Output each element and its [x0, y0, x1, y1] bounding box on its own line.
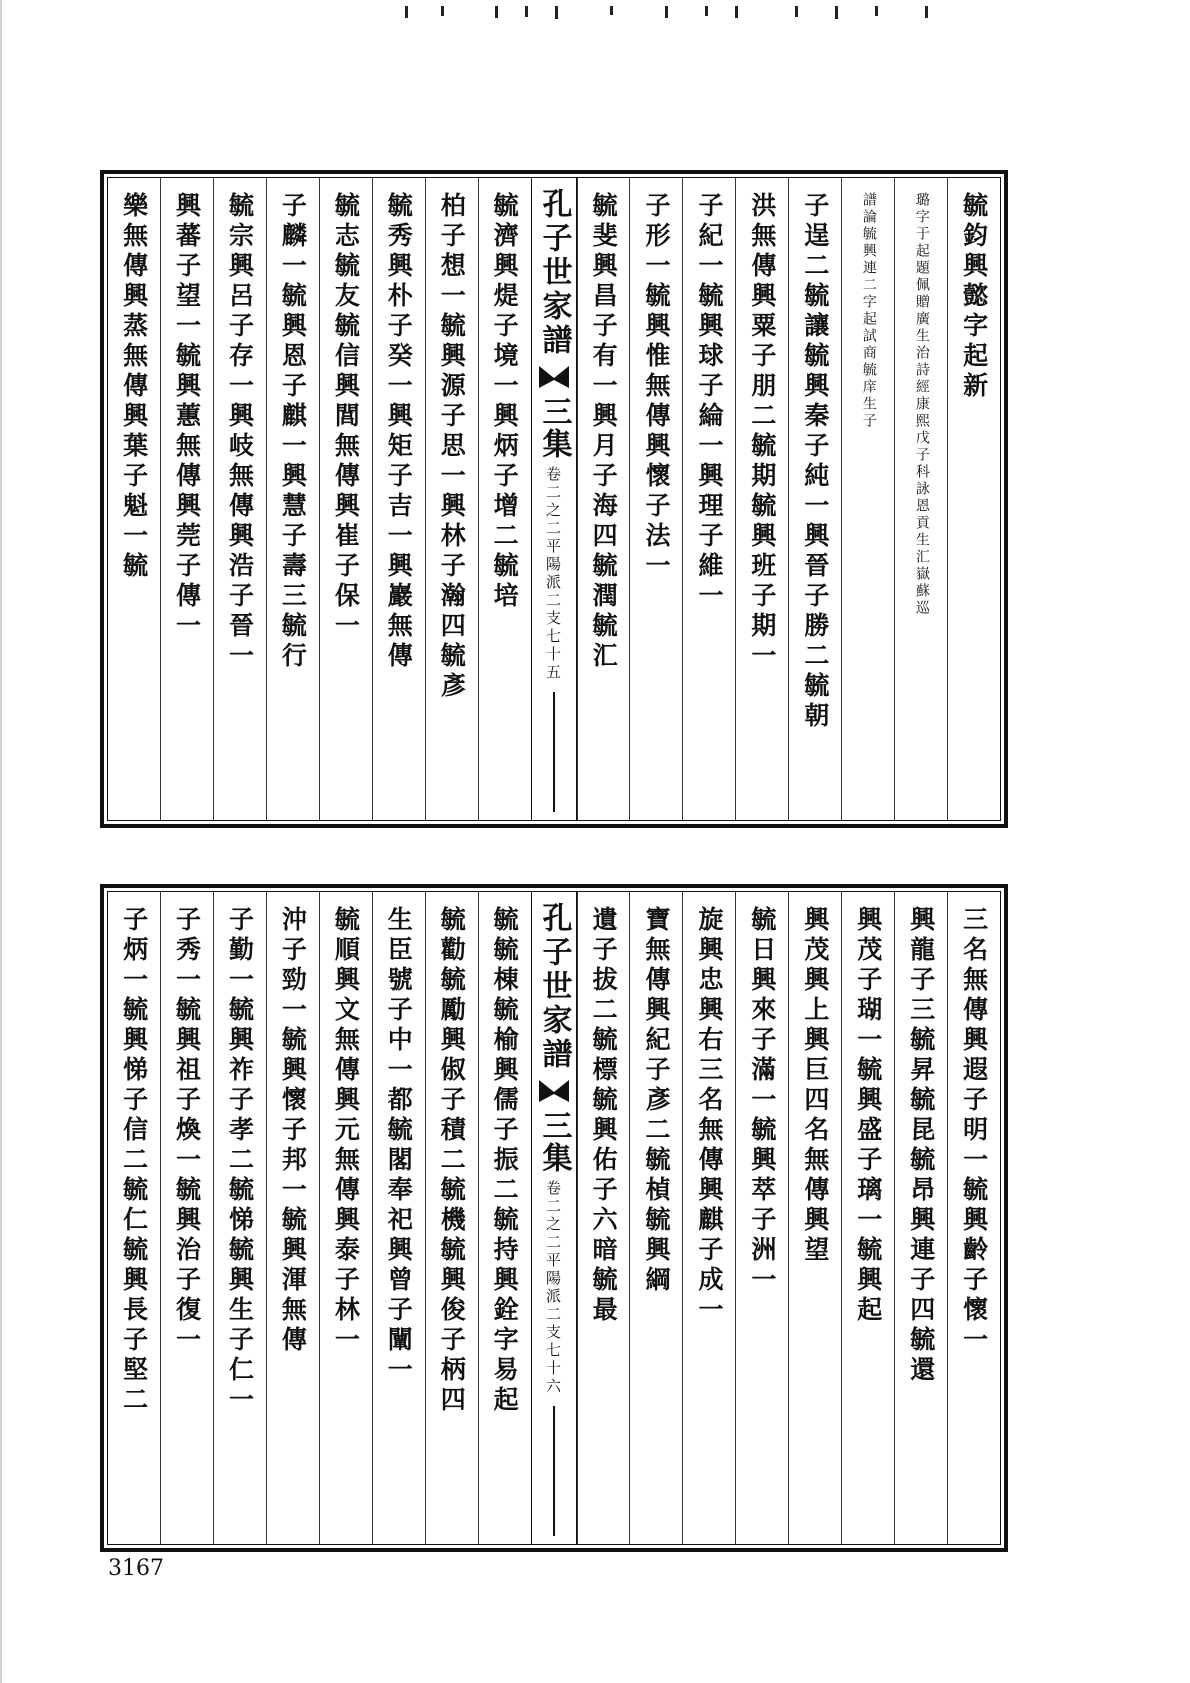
column	[788, 892, 841, 1544]
column	[108, 892, 160, 1544]
column	[425, 178, 478, 820]
column-text: 毓秀興朴子癸一興矩子吉一興巖無傳	[384, 192, 414, 672]
column-text: 子麟一毓興恩子麒一興慧子壽三毓行	[278, 192, 308, 672]
column-text: 柏子想一毓興源子思一興林子瀚四毓彥	[437, 192, 467, 702]
column	[788, 178, 841, 820]
book-title: 孔子世家譜	[536, 902, 572, 1072]
column-text: 子勤一毓興祚子孝二毓悌毓興生子仁一	[225, 906, 255, 1416]
column	[108, 178, 160, 820]
column-text: 毓勸毓勵興俶子積二毓機毓興俊子柄四	[437, 906, 467, 1416]
column-text: 璐字于起題佩贈廣生治詩經康熙戊子科詠恩貢生汇嶽蘇巡	[913, 192, 930, 617]
column	[319, 892, 372, 1544]
column-text: 子紀一毓興球子綸一興理子維一	[694, 192, 724, 612]
column-text: 毓毓棟毓榆興儒子振二毓持興銓字易起	[490, 906, 520, 1416]
column-text: 毓鈞興懿字起新	[959, 192, 989, 402]
column	[682, 892, 735, 1544]
bottom-columns	[107, 891, 1001, 1545]
column	[629, 892, 682, 1544]
column-text: 毓斐興昌子有一興月子海四毓潤毓汇	[589, 192, 619, 672]
scan-artifact	[405, 6, 935, 20]
column	[478, 178, 531, 820]
spine-rule	[553, 692, 555, 812]
column	[577, 892, 630, 1544]
column-text: 興蕃子望一毓興蕙無傳興莞子傳一	[172, 192, 202, 642]
column	[629, 178, 682, 820]
column	[947, 178, 1000, 820]
column-text: 遺子拔二毓標毓興佑子六暗毓最	[589, 906, 619, 1326]
column	[266, 892, 319, 1544]
column	[894, 178, 947, 820]
column-text: 毓順興文無傳興元無傳興泰子林一	[331, 906, 361, 1356]
column-text: 子逞二毓讓毓興秦子純一興晉子勝二毓朝	[800, 192, 830, 732]
genealogy-page-bottom	[100, 884, 1008, 1552]
page-number: 3167	[108, 1556, 164, 1581]
column-text: 毓日興來子滿一毓興萃子洲一	[747, 906, 777, 1296]
column	[894, 892, 947, 1544]
page-spine	[531, 892, 577, 1544]
column-text: 三名無傳興遐子明一毓興齡子懷一	[959, 906, 989, 1356]
volume-label: 三集	[536, 396, 572, 460]
column	[735, 178, 788, 820]
top-columns	[107, 177, 1001, 821]
column-text: 興茂興上興巨四名無傳興望	[800, 906, 830, 1266]
book-title: 孔子世家譜	[536, 188, 572, 358]
fish-tail-mark-icon	[537, 1078, 571, 1104]
column	[577, 178, 630, 820]
column	[372, 892, 425, 1544]
column-text: 毓濟興煶子境一興炳子增二毓培	[490, 192, 520, 612]
column	[160, 178, 213, 820]
column-text: 興龍子三毓昇毓昆毓昂興連子四毓還	[906, 906, 936, 1386]
column	[735, 892, 788, 1544]
column-text: 洪無傳興粟子朋二毓期毓興班子期一	[747, 192, 777, 672]
chapter-label: 卷二之二平陽派二支七十六	[544, 1180, 562, 1396]
column	[213, 178, 266, 820]
column	[425, 892, 478, 1544]
volume-label: 三集	[536, 1110, 572, 1174]
column-text: 子形一毓興惟無傳興懷子法一	[642, 192, 672, 582]
column	[478, 892, 531, 1544]
column-text: 毓志毓友毓信興閭無傳興崔子保一	[331, 192, 361, 642]
column	[841, 892, 894, 1544]
column-text: 興茂子瑚一毓興盛子璃一毓興起	[853, 906, 883, 1326]
spine-rule	[553, 1406, 555, 1536]
column-text: 沖子勁一毓興懷子邦一毓興渾無傳	[278, 906, 308, 1356]
column	[372, 178, 425, 820]
page-spine	[531, 178, 577, 820]
column	[319, 178, 372, 820]
column-text: 寶無傳興紀子彥二毓楨毓興綱	[642, 906, 672, 1296]
column	[841, 178, 894, 820]
column-text: 譜論毓興連二字起試商毓庠生子	[860, 192, 877, 430]
column	[947, 892, 1000, 1544]
column	[213, 892, 266, 1544]
column-text: 生臣號子中一都毓閣奉祀興曾子闡一	[384, 906, 414, 1386]
column	[682, 178, 735, 820]
genealogy-page-top	[100, 170, 1008, 828]
column	[160, 892, 213, 1544]
chapter-label: 卷二之二平陽派二支七十五	[544, 466, 562, 682]
column-text: 子秀一毓興祖子煥一毓興治子復一	[172, 906, 202, 1356]
column-text: 樂無傳興蒸無傳興葉子魁一毓	[119, 192, 149, 582]
page-edge	[0, 0, 2, 1683]
column-text: 毓宗興呂子存一興岐無傳興浩子晉一	[225, 192, 255, 672]
fish-tail-mark-icon	[537, 364, 571, 390]
column-text: 子炳一毓興悌子信二毓仁毓興長子堅二	[119, 906, 149, 1416]
column-text: 旋興忠興右三名無傳興麒子成一	[694, 906, 724, 1326]
column	[266, 178, 319, 820]
